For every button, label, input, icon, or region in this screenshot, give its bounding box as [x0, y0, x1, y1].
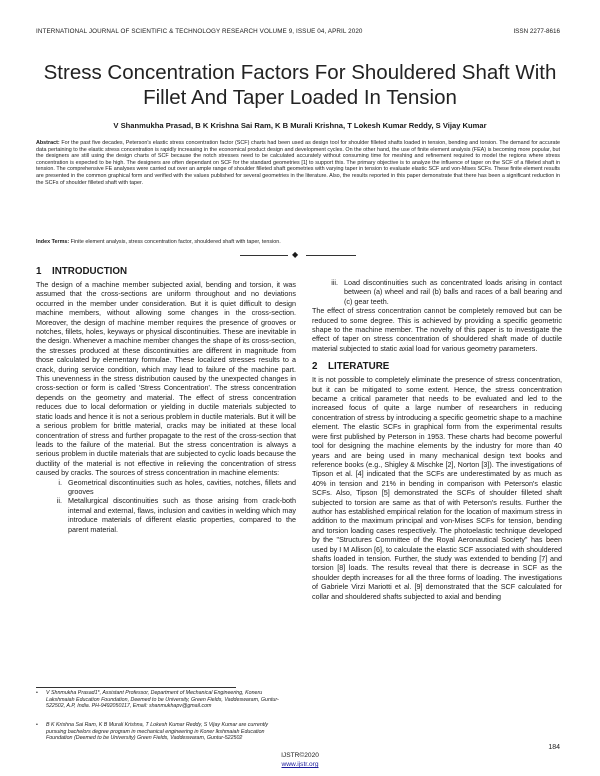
issn-header: ISSN 2277-8616 — [513, 28, 560, 35]
journal-header: INTERNATIONAL JOURNAL OF SCIENTIFIC & TECHNOLOGY RESEARCH VOLUME 9, ISSUE 04, APRIL 2020 — [36, 28, 363, 35]
intro-heading — [36, 266, 296, 278]
list-text: Load discontinuities such as concentrated loads arising in contact between (a) wheel and rail (b) balls and races of a ball bearing and (c) gear teeth. — [344, 278, 562, 306]
list-item — [36, 478, 296, 497]
divider-line-right — [306, 255, 356, 256]
footnote — [38, 690, 284, 710]
index-terms-label: Index Terms: — [36, 239, 70, 245]
intro-number: 1 — [36, 266, 42, 277]
intro-paragraph-1: The design of a machine member subjected axial, bending and torsion, it was assumed that the cross-sections are uniform throughout and no deviations occurred in the member under consideration. But it is quiet difficult to design machine members, without allowing some changes in the cross-section. Moreover, the design of machine member requires the presence of grooves or notches, fillets, holes, keyways or physical discontinuities. These are inevitable in the design. Whenever a machine member changes the shape of its cross-section, the stresses produced at these discontinuities are different in magnitude from those calculated by elementary formulae. These localized stresses results to a crack, during service condition, which may lead to failure of the machine part. This unevenness in the stress distribution caused by the unexpected changes in cross-section or form is called 'Stress Concentration'. The stress concentration depends on the geometry and material. The effect of stress concentration reduces due to local deformation or yielding in ductile materials subjected to static loads and hence it is not a serious problem in ductile materials. But it will be a serious problem for brittle material, cracks may be initiated at these local concentration of stress and further propagate to the rest of the cross-section that leads to the failure of the material. But the stress concentration is always a serious problem in ductile materials that are subjected to cyclic loads because the ductility of the material is not effective in relieving the concentration of stress caused by cracks. The sources of stress concentration in machine elements: — [36, 280, 296, 478]
page-number: 184 — [548, 744, 560, 751]
intro-paragraph-2: The effect of stress concentration cannot be completely removed but can be reduced to some degree. This is achieved by providing a specific geometric shape to the machine member. The novelty of this paper is to investigate the effect of taper on stress concentration of shouldered shaft made of ductile material subjected to static axial load for various geometry parameters. — [312, 306, 562, 353]
footnote-text: B K Krishna Sai Ram, K B Murali Krishna, T Lokesh Kumar Reddy, S Vijay Kumar are currently pursuing bachelors degree program in mechanical engineering in Koner lkshmaiah Education Foundation (Deemed to be University) Green Fields, Vaddeswaram, Guntur-522502 — [46, 722, 269, 741]
list-item — [312, 278, 562, 306]
intro-title: INTRODUCTION — [52, 266, 128, 277]
copyright-footer: IJSTR©2020 — [281, 752, 319, 759]
literature-title: LITERATURE — [328, 361, 390, 373]
section-divider — [240, 252, 356, 260]
footnote-text: V Shnmukha Prasad1*, Assistant Professor, Department of Mechanical Engineering, Koneru Lakshmaiah Education Foundation, Deemed to be University, Green Fields, Vaddeswaram, Guntur-522502, A.P, India. PH-9492050117, Email: shanmukhapv@gmail.com — [46, 690, 279, 709]
abstract — [36, 140, 560, 186]
left-column — [36, 262, 296, 534]
footnote-bullet: • — [36, 722, 38, 728]
abstract-text: For the past five decades, Peterson's elastic stress concentration factor (SCF) charts had been used as design tool for shoulder filleted shafts loaded in tension, bending and torsion. The demand for accurate data pertaining to the elastic stress concentration is rapidly increasing in the economical product design and development cycles. On the other hand, the use of finite element analysis (FEA) is becoming more popular, but the designers are still using the design charts of SCF because the notch stresses need to be calculated accurately without consuming time for meshing and refinement required to model the regions where stress concentration is expected to be high. The designers are often dependant on SCF for the standard geometries [1] to support this. The primary objective is to analyze the influence of taper on the SCF of a filleted shaft in tension. The comprehensive FE analyses were carried out over an ample range of shoulder filleted shaft geometries with varying taper in tension to evaluate elastic SCF and von-Mises SCFs. These finite element results are presented in the common graphical form and verified with the values published for several geometries in the literature. Also, the results reported in this paper demonstrate that there has been a significant reduction in the SCFs of shoulder filleted shaft with taper. — [36, 140, 560, 186]
list-text: Geometrical discontinuities such as holes, cavities, notches, fillets and grooves — [68, 477, 296, 496]
author-list: V Shanmukha Prasad, B K Krishna Sai Ram, K B Murali Krishna, T Lokesh Kumar Reddy, S Vijay Kumar — [113, 121, 487, 130]
literature-heading — [312, 361, 562, 373]
list-marker: i. — [58, 477, 62, 487]
journal-url-link[interactable]: www.ijstr.org — [281, 761, 319, 768]
list-text: Metallurgical discontinuities such as those arising from crack-both internal and external, flaws, inclusion and cavities in welding which may introduce materials of different elastic properties, compared to the parent material. — [68, 496, 296, 534]
index-terms — [36, 239, 560, 246]
footnote — [38, 722, 284, 742]
right-column — [312, 278, 562, 601]
footnote-bullet: • — [36, 690, 38, 696]
diamond-icon: ◆ — [292, 250, 299, 259]
divider-line-left — [240, 255, 288, 256]
index-terms-text: Finite element analysis, stress concentration factor, shouldered shaft with taper, tension. — [69, 239, 281, 245]
literature-paragraph: It is not possible to completely eliminate the presence of stress concentration, but it can be mitigated to some extent. Hence, the stress concentration became a critical parameter that needs to be evaluated and led to the increased focus of quite a large number of researchers in reducing concentration of stress by introducing a specific geometric shape to a machine element. The elastic SCFs in graphical form from the experimental results were first published by Peterson in 1953. These charts had become powerful tool for designing the machine elements by the industry for more than 40 years and are being used in many mechanical design text books and reference books (e.g., Shigley & Mischke [2], Norton [3]). The investigations of Tipson et al. [4] indicated that the SCFs are underestimated by as much as 40% in tension and 21% in bending in comparison with Peterson's elastic SCFs. Also, Tipson [5] demonstrated the SCFs of shoulder filleted shaft subjected to torsion are same as that of with Peterson's results. Further the author has established empirical relation for the location of maximum stress in addition to the maximum principal and von-Mises SCFs for tension, bending and torsion loading cases respectively. The photoelastic technique developed by the "Structures Committee of the Royal Aeronautical Society" has been used by I M Allison [6], to calculate the elastic SCF associated with shouldered shafts loaded in tension. Further, the study was extended to bending [7] and torsion [8] loads. The results reveal that there is decrease in SCF as the shoulder depth increases for all the three forms of loading. The investigations of Gabriele Virzi Mariotti et al. [9] demonstrated that the SCF calculated for collar and shouldered shafts subjected to axial and bending — [312, 375, 562, 601]
footnote-rule — [36, 687, 236, 688]
list-marker: ii. — [56, 496, 62, 506]
abstract-label: Abstract: — [36, 140, 60, 146]
literature-number: 2 — [312, 361, 318, 373]
paper-title: Stress Concentration Factors For Shouldered Shaft With Fillet And Taper Loaded In Tension — [43, 61, 557, 109]
list-item — [36, 496, 296, 534]
list-marker: iii. — [331, 278, 338, 287]
